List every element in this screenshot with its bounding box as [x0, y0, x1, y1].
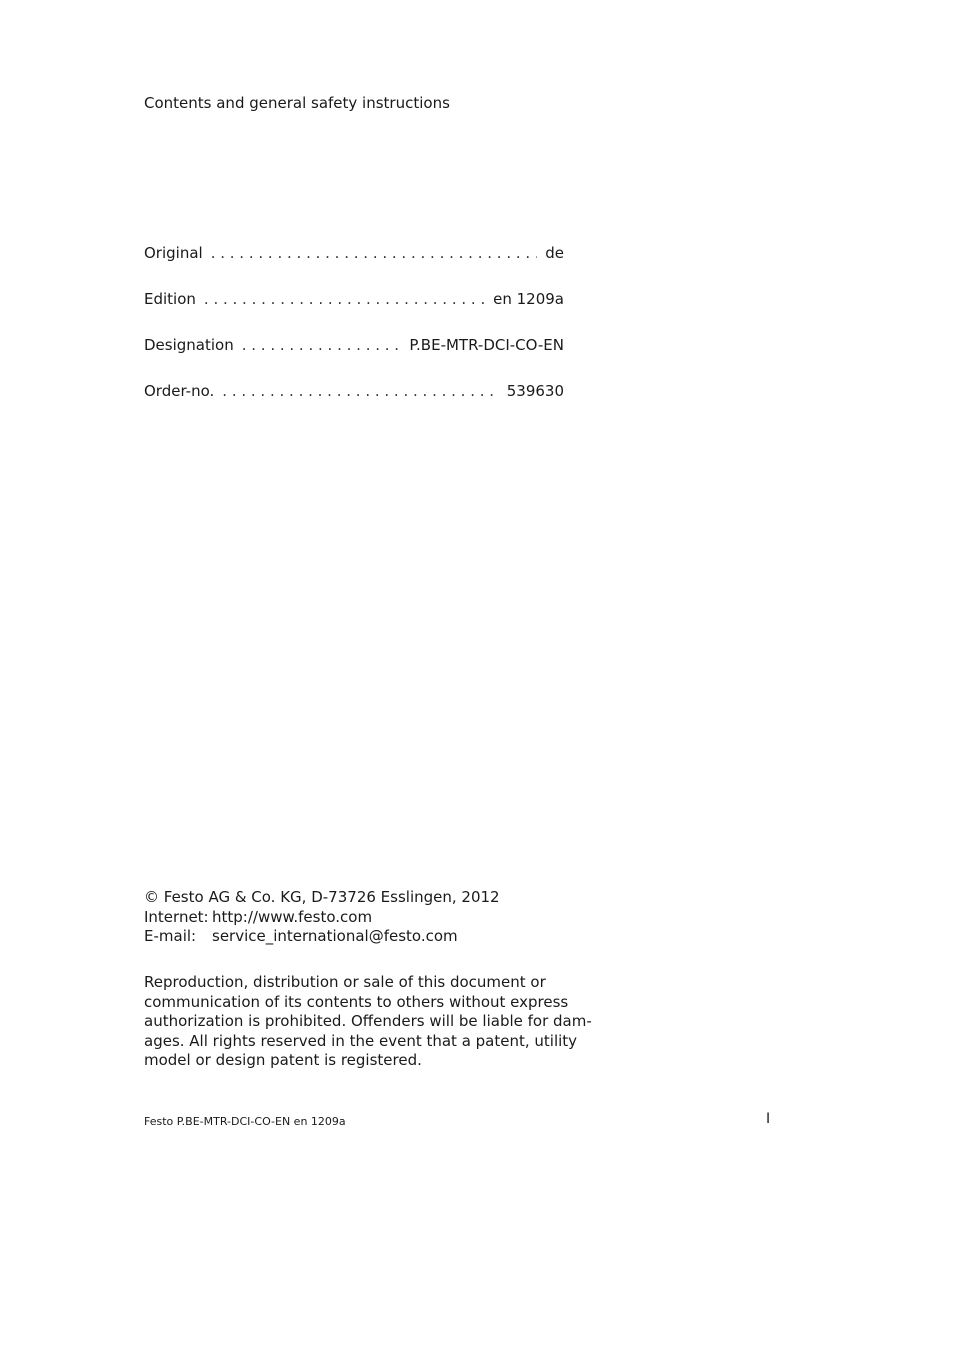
meta-label: Edition	[144, 290, 196, 308]
leader-dots	[204, 290, 485, 308]
leader-dots	[222, 382, 498, 400]
legal-notice	[144, 973, 592, 1071]
legal-line: authorization is prohibited. Offenders will be liable for dam-	[144, 1012, 592, 1031]
meta-label: Original	[144, 244, 203, 262]
legal-line: communication of its contents to others without express	[144, 992, 569, 1011]
document-metadata	[144, 244, 564, 402]
copyright-line: © Festo AG & Co. KG, D-73726 Esslingen, 2012	[144, 888, 500, 906]
meta-row-edition	[144, 290, 564, 310]
page-footer: Festo P.BE-MTR-DCI-CO-EN en 1209a	[144, 1115, 346, 1128]
meta-value: 539630	[506, 382, 564, 400]
page-number: I	[766, 1111, 771, 1127]
email-line	[144, 927, 500, 947]
meta-row-designation	[144, 336, 564, 356]
leader-dots	[211, 244, 538, 262]
meta-value: P.BE-MTR-DCI-CO-EN	[409, 336, 564, 354]
meta-row-original	[144, 244, 564, 264]
website-link[interactable]: http://www.festo.com	[212, 907, 373, 926]
meta-row-order-no	[144, 382, 564, 402]
meta-label: Designation	[144, 336, 234, 354]
meta-value: en 1209a	[493, 290, 564, 308]
legal-line: ages. All rights reserved in the event that a patent, utility	[144, 1031, 578, 1050]
meta-value: de	[545, 244, 564, 262]
contact-block	[144, 888, 500, 947]
leader-dots	[242, 336, 402, 354]
meta-label: Order-no.	[144, 382, 215, 400]
email-link[interactable]: service_international@festo.com	[212, 927, 458, 946]
legal-line: model or design patent is registered.	[144, 1051, 422, 1070]
internet-label: Internet:	[144, 907, 209, 926]
email-label: E-mail:	[144, 927, 197, 946]
legal-line: Reproduction, distribution or sale of this document or	[144, 973, 546, 991]
page-header-title: Contents and general safety instructions	[144, 94, 450, 112]
internet-line	[144, 908, 500, 928]
